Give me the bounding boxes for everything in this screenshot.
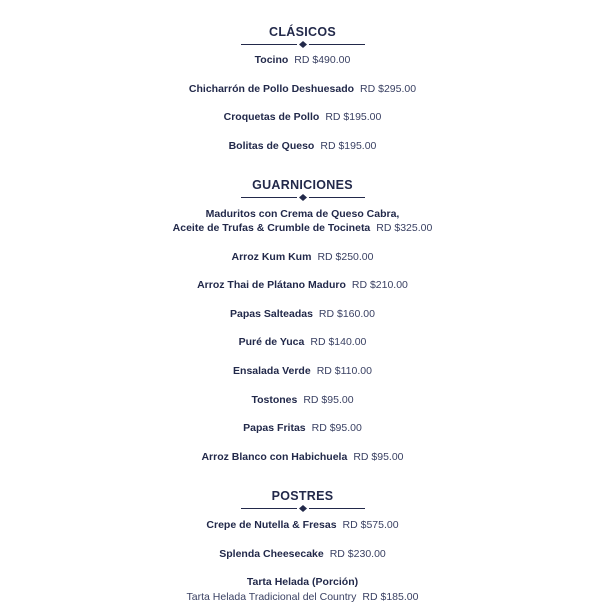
menu-item xyxy=(0,547,605,561)
section-title-clasicos: CLÁSICOS xyxy=(269,25,336,39)
section-header-postres xyxy=(0,489,605,512)
item-price: RD $325.00 xyxy=(376,222,433,234)
item-name: Puré de Yuca xyxy=(238,336,305,348)
item-name: Ensalada Verde xyxy=(233,365,311,377)
item-price: RD $195.00 xyxy=(325,111,382,123)
item-name: Tostones xyxy=(251,394,298,406)
item-description: Tarta Helada Tradicional del Country xyxy=(186,591,357,603)
menu-item xyxy=(0,53,605,67)
menu-item xyxy=(0,450,605,464)
item-name: Chicharrón de Pollo Deshuesado xyxy=(188,83,355,95)
menu-item xyxy=(0,335,605,349)
menu-item xyxy=(0,278,605,292)
menu-item xyxy=(0,307,605,321)
item-name: Arroz Blanco con Habichuela xyxy=(201,451,348,463)
item-name: Croquetas de Pollo xyxy=(223,111,320,123)
item-name-line1: Maduritos con Crema de Queso Cabra, xyxy=(205,208,400,220)
item-name: Tocino xyxy=(254,54,289,66)
item-name-line2: Aceite de Trufas & Crumble de Tocineta xyxy=(172,222,371,234)
item-price: RD $95.00 xyxy=(303,394,354,406)
menu-item xyxy=(0,421,605,435)
menu-item xyxy=(0,221,605,235)
item-price: RD $195.00 xyxy=(320,140,377,152)
item-price: RD $95.00 xyxy=(311,422,362,434)
item-price: RD $575.00 xyxy=(342,519,399,531)
ornament-divider-icon xyxy=(241,194,365,201)
menu-item xyxy=(0,518,605,532)
menu-item xyxy=(0,139,605,153)
item-price: RD $140.00 xyxy=(310,336,367,348)
menu-item xyxy=(0,207,605,221)
item-name: Tarta Helada (Porción) xyxy=(246,576,359,588)
menu-item xyxy=(0,82,605,96)
ornament-divider-icon xyxy=(241,41,365,48)
section-title-postres: POSTRES xyxy=(271,489,334,503)
item-name: Arroz Thai de Plátano Maduro xyxy=(197,279,346,291)
item-price: RD $295.00 xyxy=(360,83,417,95)
item-price: RD $250.00 xyxy=(317,251,374,263)
menu-item xyxy=(0,393,605,407)
menu-item xyxy=(0,110,605,124)
section-header-clasicos xyxy=(0,25,605,48)
menu-item xyxy=(0,590,605,604)
menu-item xyxy=(0,575,605,589)
item-price: RD $210.00 xyxy=(351,279,408,291)
ornament-divider-icon xyxy=(241,505,365,512)
item-price: RD $95.00 xyxy=(353,451,404,463)
item-name: Arroz Kum Kum xyxy=(231,251,312,263)
item-price: RD $490.00 xyxy=(294,54,351,66)
menu-item xyxy=(0,364,605,378)
menu-item xyxy=(0,250,605,264)
item-price: RD $230.00 xyxy=(329,548,386,560)
section-header-guarniciones xyxy=(0,178,605,201)
item-price: RD $160.00 xyxy=(318,308,375,320)
item-name: Papas Fritas xyxy=(243,422,306,434)
item-name: Splenda Cheesecake xyxy=(219,548,324,560)
item-name: Crepe de Nutella & Fresas xyxy=(206,519,337,531)
section-title-guarniciones: GUARNICIONES xyxy=(252,178,353,192)
item-price: RD $110.00 xyxy=(316,365,372,377)
item-name: Papas Salteadas xyxy=(230,308,313,320)
item-price: RD $185.00 xyxy=(362,591,419,603)
item-name: Bolitas de Queso xyxy=(228,140,315,152)
